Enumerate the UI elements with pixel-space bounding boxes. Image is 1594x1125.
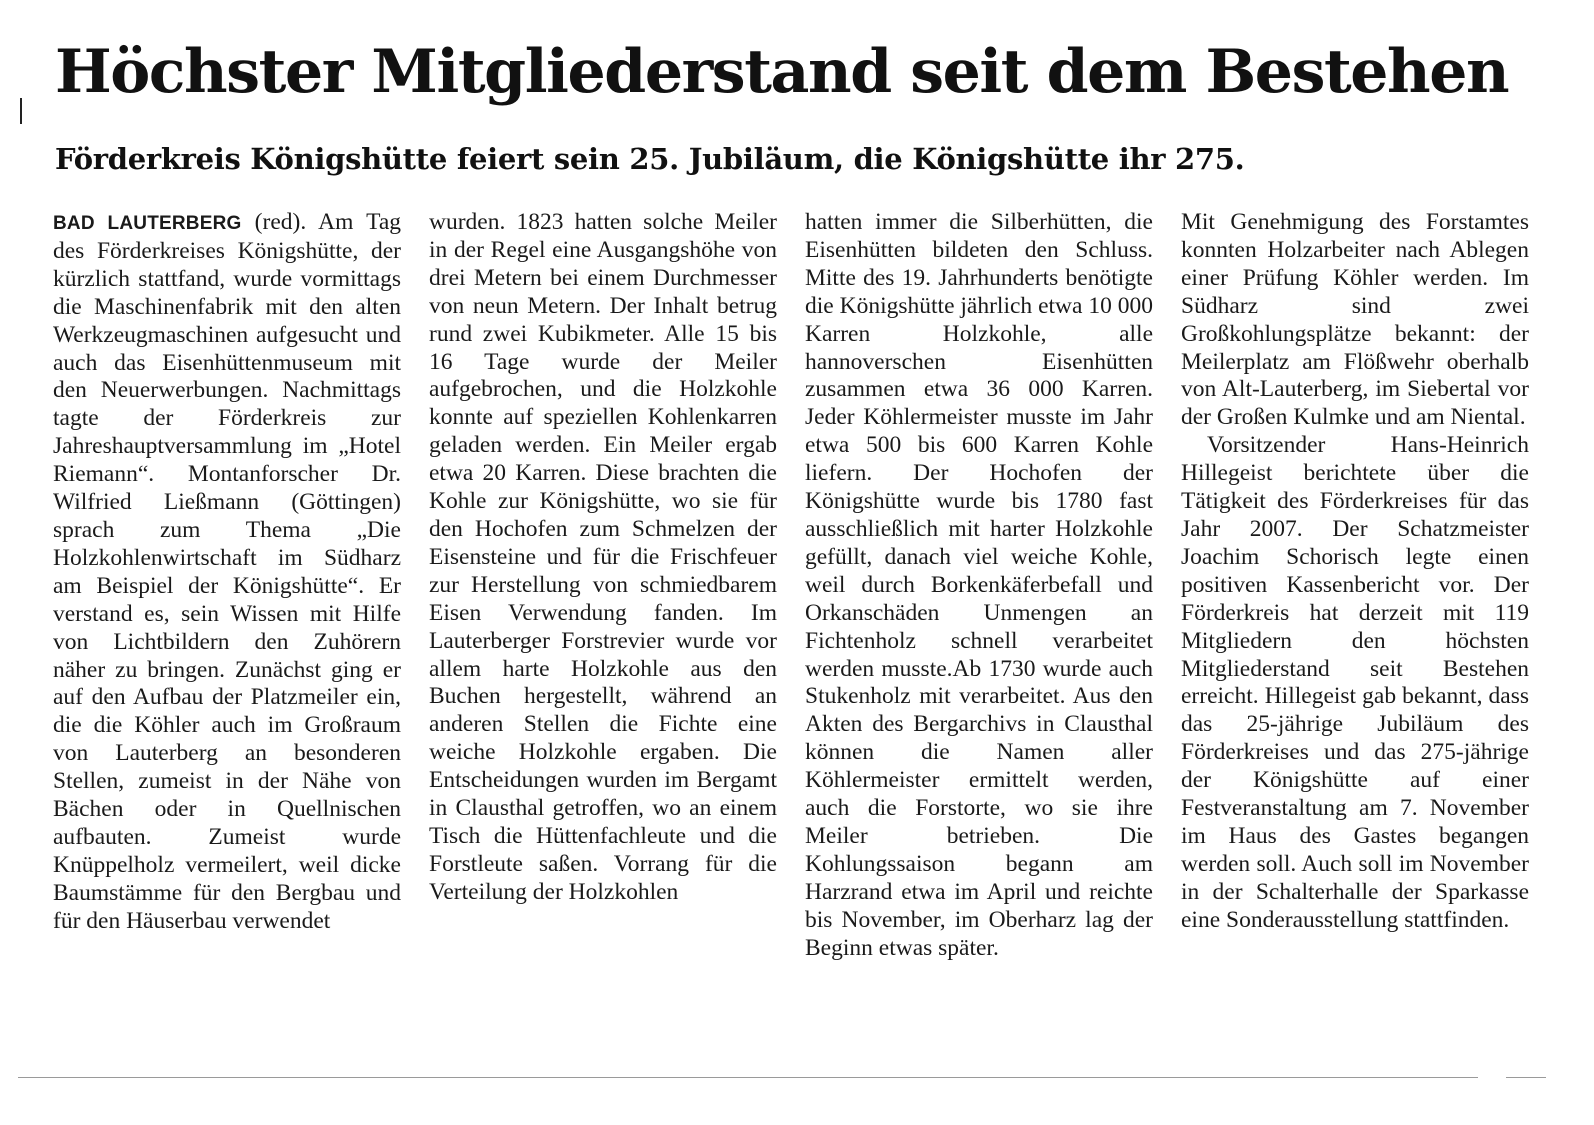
- scan-edge-mark: [20, 98, 22, 124]
- column-3-text: hatten immer die Silberhütten, die Eisenhütten bildeten den Schluss. Mitte des 19. Jahrhunderts benötigte die Königshütte jährlich etwa 10 000 Karren Holzkohle, alle hannoverschen Eisenhütten zusammen etwa 36 000 Karren. Jeder Köhlermeister musste im Jahr etwa 500 bis 600 Karren Kohle liefern. Der Hochofen der Königshütte wurde bis 1780 fast ausschließlich mit harter Holzkohle gefüllt, danach viel weiche Kohle, weil durch Borkenkäferbefall und Orkanschäden Unmengen an Fichtenholz schnell verarbeitet werden musste.Ab 1730 wurde auch Stukenholz mit verarbeitet. Aus den Akten des Bergarchivs in Clausthal können die Namen aller Köhlermeister ermittelt werden, auch die Forstorte, wo sie ihre Meiler betrieben. Die Kohlungssaison begann am Harzrand etwa im April und reichte bis November, im Oberharz lag der Beginn etwas später.: [805, 209, 1153, 961]
- column-2: [429, 209, 777, 962]
- headline: Höchster Mitgliederstand seit dem Bestehen: [55, 37, 1509, 107]
- column-3: [805, 209, 1153, 962]
- subheadline: Förderkreis Königshütte feiert sein 25. Jubiläum, die Königshütte ihr 275.: [55, 142, 1245, 176]
- column-4-paragraph-2: Vorsitzender Hans-Heinrich Hillegeist berichtete über die Tätigkeit des Förderkreises für das Jahr 2007. Der Schatzmeister Joachim Schorisch legte einen positiven Kassenbericht vor. Der Förderkreis hat derzeit mit 119 Mitgliedern den höchsten Mitgliederstand seit Bestehen erreicht. Hillegeist gab bekannt, dass das 25-jährige Jubiläum des Förderkreises und das 275-jährige der Königshütte auf einer Festveranstaltung am 7. November im Haus des Gastes begangen werden soll. Auch soll im November in der Schalterhalle der Sparkasse eine Sonderausstellung stattfinden.: [1181, 432, 1529, 933]
- column-1: [53, 209, 401, 962]
- bottom-rule-left: [18, 1077, 1478, 1078]
- column-2-text: wurden. 1823 hatten solche Meiler in der Regel eine Ausgangshöhe von drei Metern bei einem Durchmesser von neun Metern. Der Inhalt betrug rund zwei Kubikmeter. Alle 15 bis 16 Tage wurde der Meiler aufgebrochen, und die Holzkohle konnte auf speziellen Kohlenkarren geladen werden. Ein Meiler ergab etwa 20 Karren. Diese brachten die Kohle zur Königshütte, wo sie für den Hochofen zum Schmelzen der Eisensteine und für die Frischfeuer zur Herstellung von schmiedbarem Eisen Verwendung fanden. Im Lauterberger Forstrevier wurde vor allem harte Holzkohle aus den Buchen hergestellt, während an anderen Stellen die Fichte eine weiche Holzkohle ergaben. Die Entscheidungen wurden im Bergamt in Clausthal getroffen, wo an einem Tisch die Hüttenfachleute und die Forstleute saßen. Vorrang für die Verteilung der Holzkohlen: [429, 209, 777, 905]
- bottom-rule-right: [1506, 1077, 1546, 1078]
- column-4-text: Mit Genehmigung des Forstamtes konnten Holzarbeiter nach Ablegen einer Prüfung Köhler werden. Im Südharz sind zwei Großkohlungsplätze bekannt: der Meilerplatz am Flößwehr oberhalb von Alt-Lauterberg, im Siebertal vor der Großen Kulmke und am Niental.: [1181, 209, 1529, 431]
- column-1-text: (red). Am Tag des Förderkreises Königshütte, der kürzlich stattfand, wurde vormittags die Maschinenfabrik mit den alten Werkzeugmaschinen aufgesucht und auch das Eisenhüttenmuseum mit den Neuerwerbungen. Nachmittags tagte der Förderkreis zur Jahreshauptversammlung im „Hotel Riemann“. Montanforscher Dr. Wilfried Ließmann (Göttingen) sprach zum Thema „Die Holzkohlenwirtschaft im Südharz am Beispiel der Königshütte“. Er verstand es, sein Wissen mit Hilfe von Lichtbildern den Zuhörern näher zu bringen. Zunächst ging er auf den Aufbau der Platzmeiler ein, die die Köhler auch im Großraum von Lauterberg an besonderen Stellen, zumeist in der Nähe von Bächen oder in Quellnischen aufbauten. Zumeist wurde Knüppelholz vermeilert, weil dicke Baumstämme für den Bergbau und für den Häuserbau verwendet: [53, 209, 401, 934]
- article-body: [53, 209, 1529, 962]
- dateline: BAD LAUTERBERG: [53, 213, 242, 234]
- column-4: [1181, 209, 1529, 962]
